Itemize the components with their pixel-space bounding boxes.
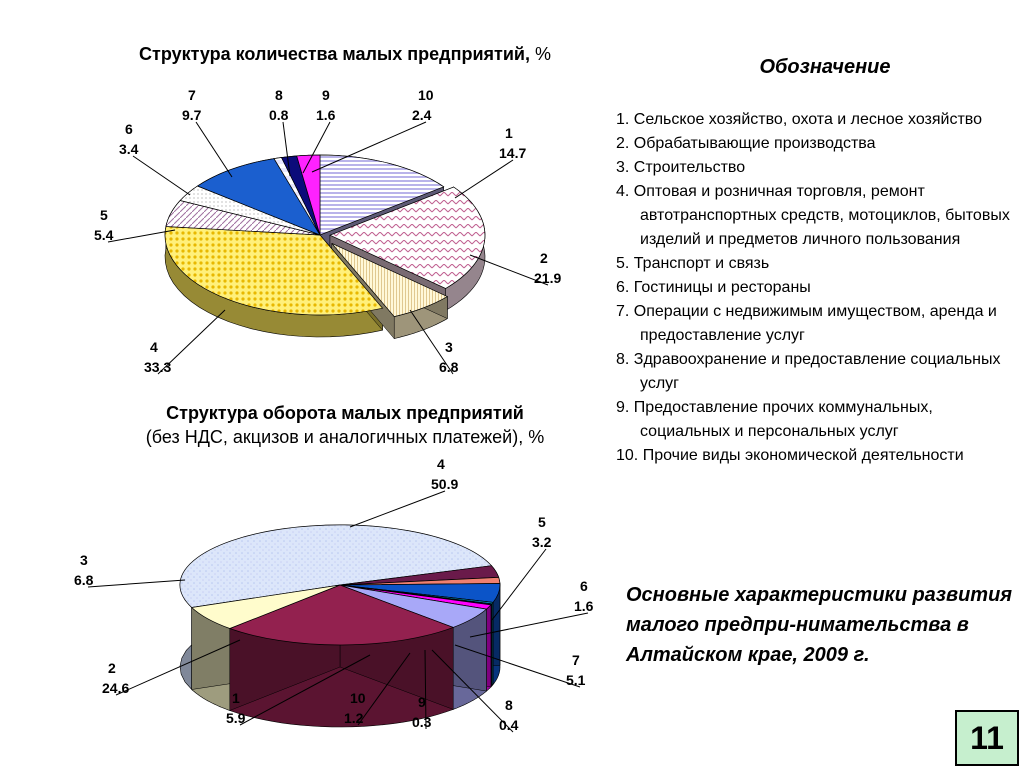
chart-1-title-main: Структура количества малых предприятий, xyxy=(139,44,530,64)
slice-label-9: 9 xyxy=(418,694,426,710)
slice-value-7: 5.1 xyxy=(566,672,586,688)
slide-subtitle: Основные характеристики развития малого предпри-нимательства в Алтайском крае, 2009 г. xyxy=(626,584,1013,666)
chart-2-pie xyxy=(0,455,620,765)
legend-item: 10. Прочие виды экономической деятельности xyxy=(616,447,964,464)
slice-value-2: 21.9 xyxy=(534,270,562,286)
legend-item: 9. Предоставление прочих коммунальных, социальных и персональных услуг xyxy=(616,399,933,440)
legend-item: 8. Здравоохранение и предоставление социальных услуг xyxy=(616,351,1001,392)
chart-2-title-main: Структура оборота малых предприятий xyxy=(166,403,524,423)
slice-value-5: 3.2 xyxy=(532,534,552,550)
page-number: 11 xyxy=(955,710,1019,766)
legend-heading: Обозначение xyxy=(759,56,891,78)
slice-label-3: 3 xyxy=(80,552,88,568)
slice-value-4: 50.9 xyxy=(431,476,459,492)
slice-value-8: 0.8 xyxy=(269,107,289,123)
chart-1-title xyxy=(60,42,630,66)
slice-value-10: 1.2 xyxy=(344,710,364,726)
slice-label-10: 10 xyxy=(350,690,366,706)
slice-label-2: 2 xyxy=(108,660,116,676)
chart-2-title xyxy=(40,401,650,449)
slice-value-9: 1.6 xyxy=(316,107,336,123)
slice-label-5: 5 xyxy=(538,514,546,530)
slice-label-9: 9 xyxy=(322,87,330,103)
slice-value-4: 33.3 xyxy=(144,359,172,375)
leader-line-3 xyxy=(88,580,185,587)
leader-line-7 xyxy=(196,122,232,177)
slice-value-1: 5.9 xyxy=(226,710,246,726)
slice-value-3: 6.8 xyxy=(439,359,459,375)
slice-value-6: 1.6 xyxy=(574,598,594,614)
slice-value-1: 14.7 xyxy=(499,145,527,161)
legend-item: 2. Обрабатывающие производства xyxy=(616,135,876,152)
legend-item: 6. Гостиницы и рестораны xyxy=(616,279,811,296)
slice-value-10: 2.4 xyxy=(412,107,432,123)
slice-label-4: 4 xyxy=(150,339,158,355)
slice-value-8: 0.4 xyxy=(499,717,519,733)
leader-line-6 xyxy=(133,156,190,195)
legend-item: 3. Строительство xyxy=(616,159,746,176)
chart-2-pie-tops xyxy=(180,525,500,645)
slice-value-9: 0.3 xyxy=(412,714,432,730)
chart-1-title-unit: % xyxy=(529,44,551,64)
slice-value-3: 6.8 xyxy=(74,572,94,588)
legend-item: 7. Операции с недвижимым имуществом, аренда и предоставление услуг xyxy=(616,303,997,344)
slice-label-4: 4 xyxy=(437,456,445,472)
legend-item: 4. Оптовая и розничная торговля, ремонт автотранспортных средств, мотоциклов, бытовых изделий и предметов личного пользования xyxy=(616,183,1010,248)
slice-value-6: 3.4 xyxy=(119,141,139,157)
slice-label-3: 3 xyxy=(445,339,453,355)
slice-label-8: 8 xyxy=(505,697,513,713)
slice-label-1: 1 xyxy=(232,690,240,706)
chart-2-title-sub: (без НДС, акцизов и аналогичных платежей), % xyxy=(145,427,545,447)
legend-list xyxy=(616,108,1016,468)
slice-label-10: 10 xyxy=(418,87,434,103)
slice-value-7: 9.7 xyxy=(182,107,202,123)
slice-label-6: 6 xyxy=(125,121,133,137)
slice-label-7: 7 xyxy=(188,87,196,103)
leader-line-1 xyxy=(455,160,513,198)
leader-line-4 xyxy=(350,491,445,527)
legend-item: 1. Сельское хозяйство, охота и лесное хозяйство xyxy=(616,111,983,128)
slice-label-7: 7 xyxy=(572,652,580,668)
slice-label-1: 1 xyxy=(505,125,513,141)
slice-label-6: 6 xyxy=(580,578,588,594)
slice-label-5: 5 xyxy=(100,207,108,223)
slice-value-2: 24.6 xyxy=(102,680,130,696)
slice-label-8: 8 xyxy=(275,87,283,103)
chart-1-pie xyxy=(0,80,620,390)
slice-value-5: 5.4 xyxy=(94,227,114,243)
legend-item: 5. Транспорт и связь xyxy=(616,255,770,272)
slice-label-2: 2 xyxy=(540,250,548,266)
